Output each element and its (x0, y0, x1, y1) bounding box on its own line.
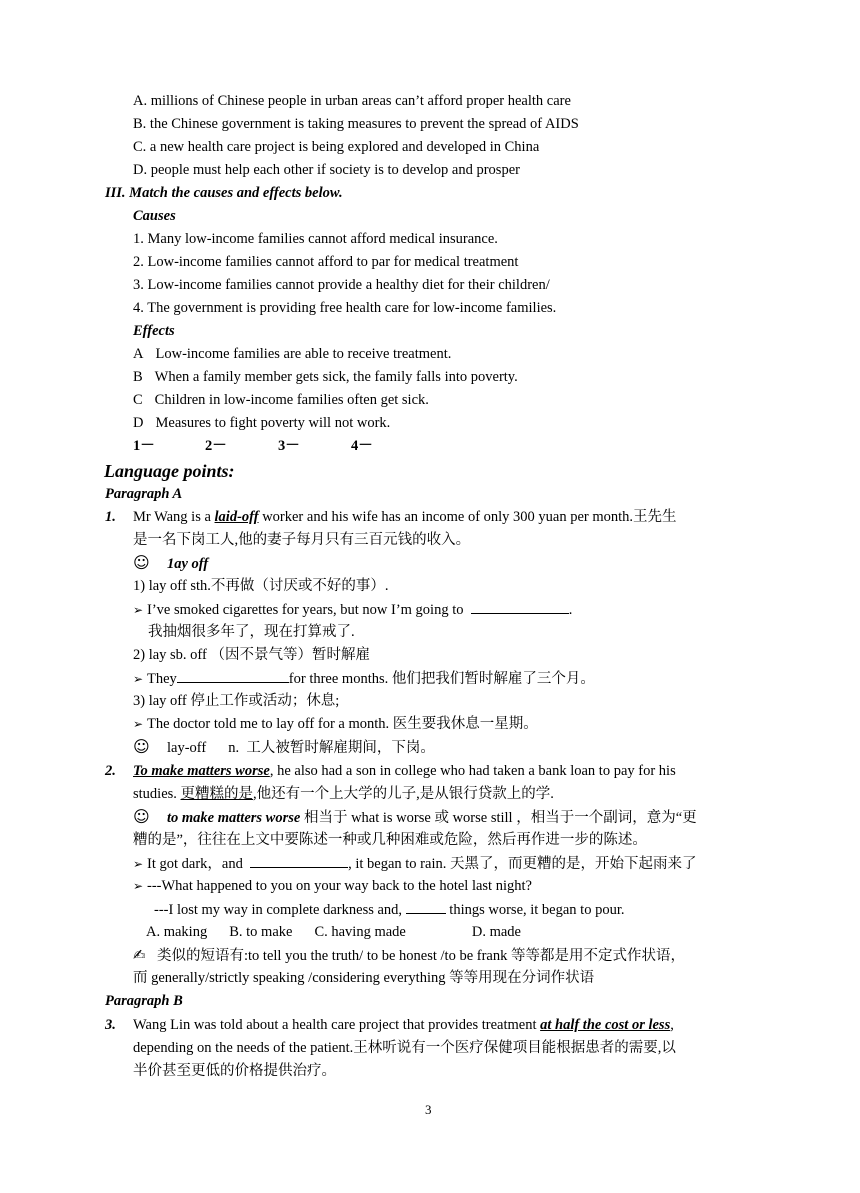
text: , he also had a son in college who had taken a bank loan to pay for his (269, 763, 676, 779)
text: The doctor told me to lay off for a month. 医生要我休息一星期。 (147, 716, 538, 732)
arrow-bullet-icon: ➢ (133, 603, 144, 617)
smiley-icon: ☺ (133, 807, 150, 826)
phrase-title: 1ay off (167, 556, 209, 572)
option-d: D. people must help each other if society is to develop and prosper (133, 162, 520, 178)
cause-item: 3. Low-income families cannot provide a healthy diet for their children/ (133, 277, 550, 293)
point-2-sentence (133, 761, 676, 781)
answer-slot: 1－ (133, 438, 155, 454)
fill-blank[interactable] (177, 668, 289, 683)
text: studies. (133, 786, 181, 802)
example (133, 668, 595, 689)
point-1-sentence (133, 507, 677, 527)
text: ,他还有一个上大学的儿子,是从银行贷款上的学. (253, 786, 554, 802)
page-number: 3 (425, 1102, 432, 1117)
sense-3: 3) lay off 停止工作或活动；休息; (133, 693, 340, 709)
smiley-icon: ☺ (133, 553, 150, 572)
smiley-icon: ☺ (133, 737, 150, 756)
point-3-sentence (133, 1015, 674, 1035)
text: ---What happened to you on your way back to the hotel last night? (147, 878, 532, 894)
section-heading: III. Match the causes and effects below. (105, 185, 343, 201)
effect-text: Children in low-income families often get sick. (154, 392, 429, 408)
effect-item (133, 390, 429, 410)
arrow-bullet-icon: ➢ (133, 672, 144, 686)
effect-item (133, 367, 518, 387)
text: Mr Wang is a (133, 509, 215, 525)
phrase-explanation (133, 807, 697, 828)
text: n. (228, 740, 240, 756)
note (133, 945, 685, 966)
point-3-line3: 半价甚至更低的价格提供治疗。 (133, 1063, 336, 1079)
example (133, 876, 532, 896)
effect-text: When a family member gets sick, the family falls into poverty. (154, 369, 518, 385)
text: They (147, 671, 177, 687)
note-cont: 而 generally/strictly speaking /considering everything 等等用现在分词作状语 (133, 970, 595, 986)
phrase-title: to make matters worse (167, 810, 301, 826)
sense-2: 2) lay sb. off （因不景气等）暂时解雇 (133, 647, 370, 663)
text: lay-off (167, 740, 207, 756)
point-number: 3. (105, 1017, 116, 1033)
effect-letter: B (133, 369, 143, 385)
effect-item (133, 413, 390, 433)
text: for three months. 他们把我们暂时解雇了三个月。 (288, 671, 595, 687)
phrase-explanation-cont: 糟的是”，往往在上文中要陈述一种或几种困难或危险，然后再作进一步的陈述。 (133, 832, 647, 848)
paragraph-a-heading: Paragraph A (105, 486, 183, 502)
arrow-bullet-icon: ➢ (133, 857, 144, 871)
pen-icon: ✍ (133, 946, 146, 964)
text: 类似的短语有:to tell you the truth/ to be honest /to be frank 等等都是用不定式作状语， (157, 948, 685, 964)
example-answer (154, 899, 625, 920)
example (133, 853, 696, 874)
option-a: A. millions of Chinese people in urban areas can’t afford proper health care (133, 93, 571, 109)
text: , (670, 1017, 674, 1033)
arrow-bullet-icon: ➢ (133, 717, 144, 731)
point-3-line2: depending on the needs of the patient.王林听说有一个医疗保健项目能根据患者的需要,以 (133, 1040, 676, 1056)
phrase-header (133, 553, 208, 574)
point-number: 2. (105, 763, 116, 779)
example (133, 714, 538, 734)
choice: D. made (471, 924, 521, 940)
key-phrase: at half the cost or less (540, 1017, 671, 1033)
text: worker and his wife has an income of only 300 yuan per month.王先生 (258, 509, 677, 525)
answer-slot: 4－ (351, 438, 373, 454)
option-b: B. the Chinese government is taking measures to prevent the spread of AIDS (133, 116, 579, 132)
choice: A. making (146, 924, 208, 940)
text: . (568, 602, 573, 618)
key-phrase: laid-off (214, 509, 259, 525)
causes-label: Causes (133, 208, 176, 224)
example (133, 599, 572, 620)
text: I’ve smoked cigarettes for years, but now I’m going to (147, 602, 464, 618)
point-number: 1. (105, 509, 116, 525)
effect-letter: A (133, 346, 144, 362)
cause-item: 2. Low-income families cannot afford to par for medical treatment (133, 254, 519, 270)
text: ---I lost my way in complete darkness and, (154, 902, 403, 918)
effect-letter: C (133, 392, 143, 408)
noun-entry (133, 737, 435, 758)
answer-slot: 2－ (205, 438, 227, 454)
fill-blank[interactable] (471, 599, 569, 614)
choice: B. to make (229, 924, 293, 940)
point-1-translation: 是一名下岗工人,他的妻子每月只有三百元钱的收入。 (133, 532, 471, 548)
text: 工人被暂时解雇期间，下岗。 (246, 740, 435, 756)
effect-text: Low-income families are able to receive treatment. (155, 346, 452, 362)
text: , it began to rain. 天黑了，而更糟的是，开始下起雨来了 (348, 856, 697, 872)
paragraph-b-heading: Paragraph B (105, 993, 183, 1009)
answer-slot: 3－ (278, 438, 300, 454)
sense-1: 1) lay off sth.不再做（讨厌或不好的事）. (133, 578, 389, 594)
text: things worse, it began to pour. (449, 902, 625, 918)
arrow-bullet-icon: ➢ (133, 879, 144, 893)
cause-item: 4. The government is providing free health care for low-income families. (133, 300, 557, 316)
text: 更糟糕的是 (180, 786, 254, 802)
fill-blank[interactable] (250, 853, 348, 868)
choices (146, 922, 521, 942)
option-c: C. a new health care project is being explored and developed in China (133, 139, 540, 155)
example-translation: 我抽烟很多年了，现在打算戒了. (148, 624, 355, 640)
choice: C. having made (314, 924, 406, 940)
text: It got dark，and (147, 856, 243, 872)
point-2-translation (133, 784, 554, 804)
effect-letter: D (133, 415, 144, 431)
cause-item: 1. Many low-income families cannot afford medical insurance. (133, 231, 498, 247)
key-phrase: To make matters worse (133, 763, 270, 779)
text: Wang Lin was told about a health care project that provides treatment (133, 1017, 541, 1033)
effects-label: Effects (133, 323, 175, 339)
text: 相当于 what is worse 或 worse still ，相当于一个副词，意为“更 (300, 810, 697, 826)
fill-blank[interactable] (406, 899, 446, 914)
effect-text: Measures to fight poverty will not work. (155, 415, 391, 431)
effect-item (133, 344, 451, 364)
language-points-heading: Language points: (104, 461, 235, 481)
